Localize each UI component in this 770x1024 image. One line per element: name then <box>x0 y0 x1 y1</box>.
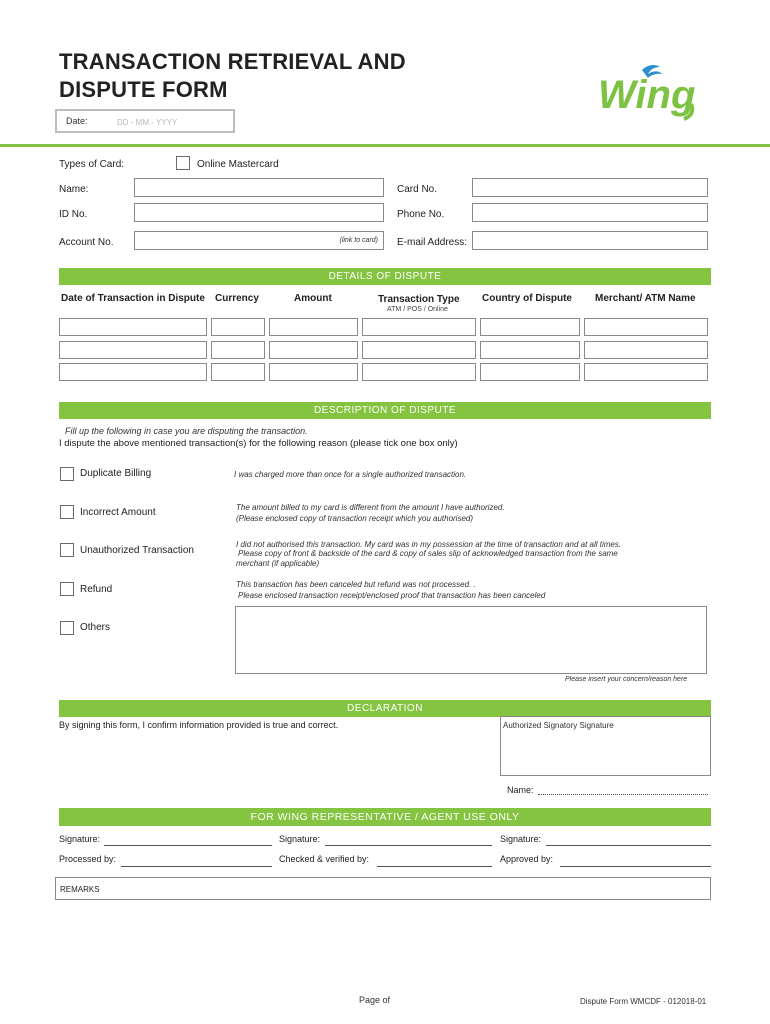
unauthorized-transaction-desc-1: I did not authorised this transaction. My card was in my possession at the time of transaction and at all times. <box>236 540 622 549</box>
approved-by-line[interactable] <box>560 866 711 867</box>
agent-signature-1-label: Signature: <box>59 834 101 844</box>
id-label: ID No. <box>59 209 88 220</box>
email-label: E-mail Address: <box>397 237 468 248</box>
duplicate-billing-label: Duplicate Billing <box>80 468 152 479</box>
agent-bar: FOR WING REPRESENTATIVE / AGENT USE ONLY <box>59 808 711 826</box>
online-mastercard-label: Online Mastercard <box>197 159 279 170</box>
bird-icon <box>598 58 708 124</box>
page-number: Page of <box>359 995 391 1005</box>
others-checkbox[interactable] <box>60 621 74 635</box>
col-merchant-header: Merchant/ ATM Name <box>595 293 696 304</box>
col-date-header: Date of Transaction in Dispute <box>61 293 205 304</box>
agent-signature-1-line[interactable] <box>104 845 272 846</box>
unauthorized-transaction-desc-3: merchant (if applicable) <box>236 559 320 568</box>
account-label: Account No. <box>59 237 114 248</box>
details-bar: DETAILS OF DISPUTE <box>59 268 711 285</box>
phone-label: Phone No. <box>397 209 445 220</box>
agent-signature-2-label: Signature: <box>279 834 321 844</box>
row3-merchant-cell[interactable] <box>584 363 708 381</box>
checked-by-line[interactable] <box>377 866 492 867</box>
row3-amount-cell[interactable] <box>269 363 358 381</box>
col-country-header: Country of Dispute <box>482 293 572 304</box>
description-bar: DESCRIPTION OF DISPUTE <box>59 402 711 419</box>
others-label: Others <box>80 622 111 633</box>
signatory-signature-label: Authorized Signatory Signature <box>503 721 614 730</box>
row1-merchant-cell[interactable] <box>584 318 708 336</box>
col-amount-header: Amount <box>294 293 332 304</box>
remarks-label: REMARKS <box>60 885 100 894</box>
col-currency-header: Currency <box>215 293 259 304</box>
date-field[interactable] <box>55 109 235 133</box>
logo-text: Wing <box>598 73 696 117</box>
incorrect-amount-checkbox[interactable] <box>60 505 74 519</box>
name-input[interactable] <box>134 178 384 197</box>
title-line-2: DISPUTE FORM <box>59 77 228 102</box>
unauthorized-transaction-label: Unauthorized Transaction <box>80 545 194 556</box>
declaration-name-line[interactable] <box>538 794 708 795</box>
col-type-header: Transaction Type <box>378 294 460 305</box>
concern-hint: Please insert your concern/reason here <box>565 676 688 683</box>
types-of-card-label: Types of Card: <box>59 159 125 170</box>
incorrect-amount-label: Incorrect Amount <box>80 507 156 518</box>
form-code: Dispute Form WMCDF - 012018-01 <box>580 997 707 1006</box>
refund-desc-2: Please enclosed transaction receipt/enclosed proof that transaction has been canceled <box>238 591 546 600</box>
unauthorized-transaction-checkbox[interactable] <box>60 543 74 557</box>
declaration-bar: DECLARATION <box>59 700 711 717</box>
refund-label: Refund <box>80 584 113 595</box>
row3-currency-cell[interactable] <box>211 363 265 381</box>
processed-by-line[interactable] <box>121 866 272 867</box>
approved-by-label: Approved by: <box>500 854 554 864</box>
row2-currency-cell[interactable] <box>211 341 265 359</box>
name-label: Name: <box>59 184 89 195</box>
row3-date-cell[interactable] <box>59 363 207 381</box>
agent-signature-3-line[interactable] <box>546 845 711 846</box>
date-placeholder: DD - MM - YYYY <box>117 118 178 127</box>
declaration-name-label: Name: <box>507 785 534 795</box>
row2-amount-cell[interactable] <box>269 341 358 359</box>
remarks-box[interactable] <box>55 877 711 900</box>
refund-desc-1: This transaction has been canceled but refund was not processed. . <box>236 580 476 589</box>
signatory-signature-box[interactable] <box>500 716 711 776</box>
date-label: Date: <box>66 116 88 126</box>
email-input[interactable] <box>472 231 708 250</box>
description-intro-2: I dispute the above mentioned transaction(s) for the following reason (please tick one box only) <box>59 438 458 449</box>
description-intro-1: Fill up the following in case you are disputing the transaction. <box>65 426 308 436</box>
account-input[interactable] <box>134 231 384 250</box>
row2-country-cell[interactable] <box>480 341 580 359</box>
form-title <box>59 48 406 104</box>
row1-type-cell[interactable] <box>362 318 476 336</box>
row3-type-cell[interactable] <box>362 363 476 381</box>
wing-logo <box>598 58 708 124</box>
row1-amount-cell[interactable] <box>269 318 358 336</box>
agent-signature-2-line[interactable] <box>325 845 492 846</box>
agent-signature-3-label: Signature: <box>500 834 542 844</box>
row2-date-cell[interactable] <box>59 341 207 359</box>
row1-currency-cell[interactable] <box>211 318 265 336</box>
concern-textarea[interactable] <box>235 606 707 674</box>
row2-type-cell[interactable] <box>362 341 476 359</box>
title-line-1: TRANSACTION RETRIEVAL AND <box>59 49 406 74</box>
unauthorized-transaction-desc-2: Please copy of front & backside of the card & copy of sales slip of acknowledged transaction from the same <box>238 549 618 558</box>
row1-country-cell[interactable] <box>480 318 580 336</box>
account-hint: (link to card) <box>339 237 378 244</box>
col-type-subheader: ATM / POS / Online <box>387 306 448 313</box>
duplicate-billing-checkbox[interactable] <box>60 467 74 481</box>
checked-by-label: Checked & verified by: <box>279 854 370 864</box>
phone-input[interactable] <box>472 203 708 222</box>
refund-checkbox[interactable] <box>60 582 74 596</box>
header-divider <box>0 144 770 147</box>
incorrect-amount-desc-1: The amount billed to my card is different from the amount I have authorized. <box>236 503 505 512</box>
duplicate-billing-desc: I was charged more than once for a single authorized transaction. <box>234 470 467 479</box>
card-no-label: Card No. <box>397 184 438 195</box>
online-mastercard-checkbox[interactable] <box>176 156 190 170</box>
row3-country-cell[interactable] <box>480 363 580 381</box>
incorrect-amount-desc-2: (Please enclosed copy of transaction receipt which you authorised) <box>236 514 474 523</box>
processed-by-label: Processed by: <box>59 854 117 864</box>
card-no-input[interactable] <box>472 178 708 197</box>
row2-merchant-cell[interactable] <box>584 341 708 359</box>
row1-date-cell[interactable] <box>59 318 207 336</box>
declaration-statement: By signing this form, I confirm information provided is true and correct. <box>59 720 339 730</box>
id-input[interactable] <box>134 203 384 222</box>
